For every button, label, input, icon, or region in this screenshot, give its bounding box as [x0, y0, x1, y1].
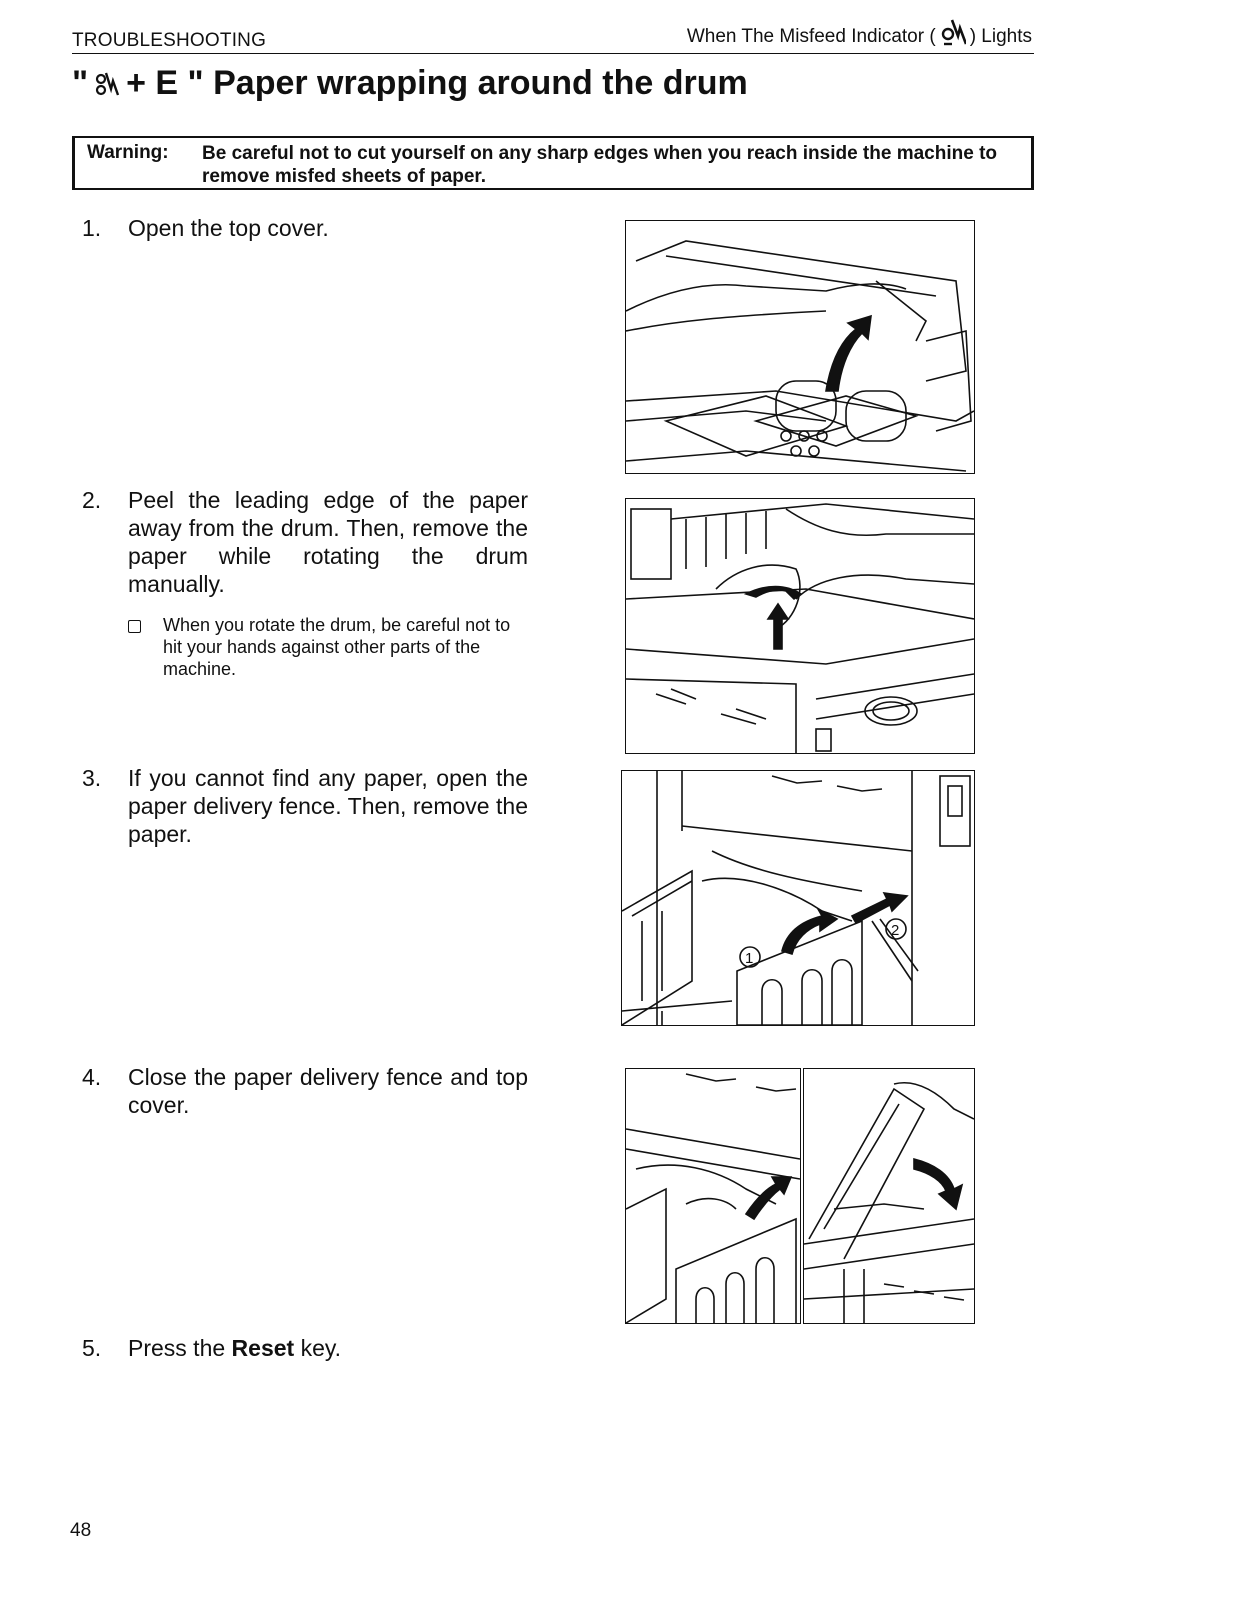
- header-rule: [72, 53, 1034, 54]
- warning-text: Be careful not to cut yourself on any sharp edges when you reach inside the machine to remove misfed sheets of paper.: [202, 143, 998, 187]
- page-number: 48: [70, 1520, 92, 1541]
- running-title-suffix: ) Lights: [969, 26, 1032, 47]
- step-number: 5.: [82, 1335, 102, 1361]
- callout-2: 2: [891, 922, 900, 939]
- misfeed-indicator-icon: [940, 14, 966, 48]
- step-text-before: Press the: [128, 1335, 232, 1361]
- running-title: [687, 14, 1032, 48]
- page-title: [72, 64, 748, 103]
- warning-box: [72, 136, 1034, 190]
- step-text: Peel the leading edge of the paper away from the drum. Then, remove the paper while rotating the drum manually.: [128, 487, 528, 597]
- title-text: + E " Paper wrapping around the drum: [126, 64, 748, 102]
- warning-label: Warning:: [87, 142, 169, 163]
- step-text: Open the top cover.: [128, 215, 329, 241]
- note-checkbox-icon: [128, 620, 141, 633]
- reset-key-label: Reset: [231, 1335, 295, 1361]
- title-open-quote: ": [72, 64, 89, 102]
- figure-close-top-cover: [803, 1068, 975, 1324]
- figure-close-delivery-fence: [625, 1068, 801, 1324]
- figure-open-top-cover: [625, 220, 975, 474]
- step-text-after: key.: [294, 1335, 342, 1361]
- running-title-prefix: When The Misfeed Indicator (: [686, 26, 936, 47]
- figure-rotate-drum: [625, 498, 975, 754]
- step-number: 2.: [82, 487, 102, 513]
- note-text: When you rotate the drum, be careful not to hit your hands against other parts of the machine.: [163, 615, 511, 679]
- figure-open-delivery-fence: [621, 770, 975, 1026]
- step-text: If you cannot find any paper, open the paper delivery fence. Then, remove the paper.: [128, 765, 528, 847]
- step-number: 4.: [82, 1064, 102, 1090]
- step-number: 1.: [82, 215, 102, 241]
- misfeed-indicator-icon: [94, 69, 120, 99]
- section-header: TROUBLESHOOTING: [72, 30, 267, 51]
- callout-1: 1: [745, 950, 754, 967]
- step-number: 3.: [82, 765, 102, 791]
- step-text: [128, 1334, 528, 1362]
- step-text: Close the paper delivery fence and top cover.: [128, 1064, 528, 1118]
